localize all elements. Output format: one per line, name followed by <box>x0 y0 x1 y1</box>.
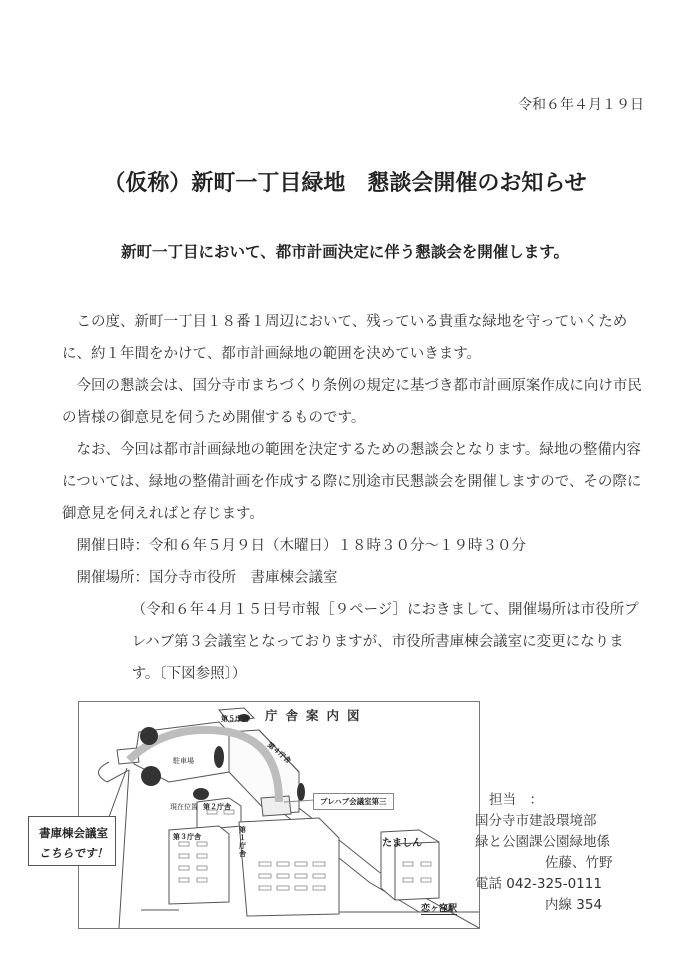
paragraph-note: なお、今回は都市計画緑地の範囲を決定するための懇談会となります。緑地の整備内容については、緑地の整備計画を作成する際に別途市民懇談会を開催しますので、その際に御意見を伺えればと存じます。 <box>62 442 642 522</box>
venue-callout <box>28 816 116 866</box>
map-title: 庁舎案内図 <box>265 708 368 723</box>
datetime-value: 令和６年５月９日（木曜日）１８時３０分～１９時３０分 <box>149 538 526 554</box>
callout-line2: こちらです！ <box>39 846 108 860</box>
label-prefab-meeting-room: プレハブ会議室第三 <box>313 793 394 810</box>
page-title: （仮称）新町一丁目緑地 懇談会開催のお知らせ <box>103 171 587 196</box>
label-building5: 第５庁舎 <box>221 715 249 723</box>
venue-change-note: （令和６年４月１５日号市報［９ページ］におきまして、開催場所は市役所プレハブ第３会議室となっておりますが、市役所書庫棟会議室に変更になります。〔下図参照〕） <box>131 602 639 682</box>
contact-phone: 電話 042-325-0111 <box>475 876 602 892</box>
label-building3: 第３庁舎 <box>173 833 201 841</box>
contact-staff: 佐藤、竹野 <box>545 855 613 871</box>
map-drawing <box>79 702 479 928</box>
contact-extension: 内線 354 <box>545 897 603 913</box>
venue-label: 開催場所： <box>76 570 149 586</box>
notice-body <box>62 306 648 690</box>
contact-info <box>475 790 613 916</box>
page-subtitle: 新町一丁目において、都市計画決定に伴う懇談会を開催します。 <box>121 243 569 261</box>
meeting-venue <box>62 562 648 594</box>
label-parking: 駐車場 <box>173 757 194 765</box>
label-building4: 第４庁舎 <box>265 740 293 766</box>
contact-department: 国分寺市建設環境部 <box>475 813 597 829</box>
datetime-label: 開催日時： <box>76 538 149 554</box>
venue-value: 国分寺市役所 書庫棟会議室 <box>149 570 338 586</box>
label-current-location: 現在位置 <box>170 803 198 811</box>
label-building1: 第１庁舎 <box>239 826 246 858</box>
label-tamashin: たましん <box>382 838 422 849</box>
callout-line1: 書庫棟会議室 <box>39 826 108 840</box>
contact-section: 緑と公園課公園緑地係 <box>475 834 610 850</box>
paragraph-purpose: この度、新町一丁目１８番１周辺において、残っている貴重な緑地を守っていくために、約１年間をかけて、都市計画緑地の範囲を決めていきます。 <box>62 314 628 362</box>
label-koigakubo-station: 恋ヶ窪駅 <box>421 901 457 915</box>
meeting-datetime <box>62 530 648 562</box>
paragraph-meeting: 今回の懇談会は、国分寺市まちづくり条例の規定に基づき都市計画原案作成に向け市民の皆様の御意見を伺うため開催するものです。 <box>62 378 642 426</box>
issue-date: 令和６年４月１９日 <box>518 97 644 113</box>
office-guide-map <box>78 701 480 929</box>
contact-label: 担当 ： <box>489 792 543 808</box>
label-building2: 第２庁舎 <box>203 803 231 811</box>
